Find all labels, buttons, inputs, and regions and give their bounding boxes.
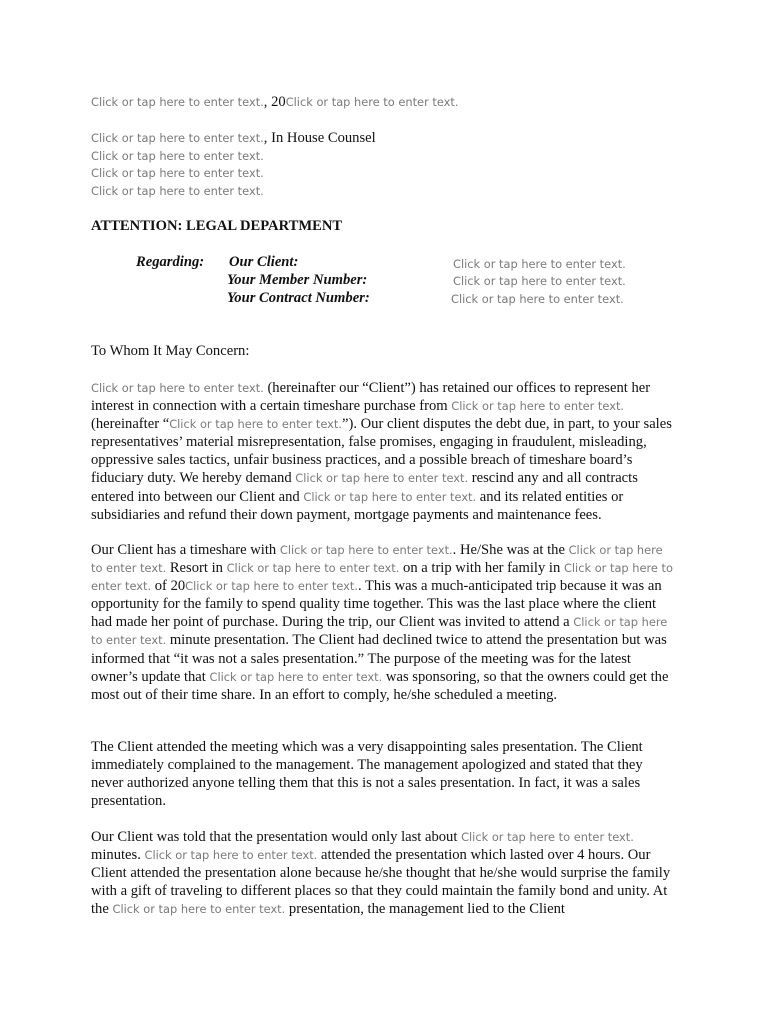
p2-text-4: on a trip with her family in (399, 560, 564, 577)
field-contract-number-label: Your Contract Number: (227, 290, 370, 306)
paragraph-2 (91, 541, 677, 704)
year-placeholder[interactable]: Click or tap here to enter text. (285, 95, 459, 109)
p1-text-1: (hereinafter our “Client”) has retained our offices to represent her interest in connection with a certain timeshare purchase from (91, 380, 651, 415)
attention-heading: ATTENTION: LEGAL DEPARTMENT (91, 218, 343, 234)
field-our-client-label: Our Client: (229, 254, 299, 270)
trip-year-placeholder[interactable]: Click or tap here to enter text. (185, 579, 358, 594)
p4-text-1: Our Client was told that the presentation would only last about (91, 829, 462, 845)
p4-text-4: presentation, the management lied to the Client (285, 901, 565, 918)
p1-text-3: ”). Our client disputes the debt due, in part, to your sales representatives’ material misrepresentation, false promises, engaging in fraudulent, misleading, oppressive sales tactics, unfair business practices, and a possible breach of timeshare board’s fiduciary duty. We hereby demand (91, 416, 672, 487)
paragraph-4 (91, 828, 677, 918)
timeshare-company-placeholder[interactable]: Click or tap here to enter text. (451, 399, 625, 414)
client-name-placeholder[interactable]: Click or tap here to enter text. (91, 381, 264, 395)
sponsor-placeholder[interactable]: Click or tap here to enter text. (209, 669, 383, 684)
resort-location-placeholder[interactable]: Click or tap here to enter text. (226, 561, 400, 576)
p2-text-5: of 20 (151, 578, 186, 595)
p2-text-6: . This was a much-anticipated trip because it was an opportunity for the family to spend quality time together. This was the last place where the client had made her point of purchase. During the trip, our Client was invited to attend a (91, 578, 662, 631)
p2-text-7: minute presentation. The Client had declined twice to attend the presentation but was informed that “it was not a sales presentation.” The purpose of the meeting was for the latest owner’s update that (91, 632, 667, 685)
recipient-company-placeholder[interactable]: Click or tap here to enter text. (91, 149, 264, 163)
recipient-address-placeholder[interactable]: Click or tap here to enter text. (91, 166, 264, 180)
p2-text-2: . He/She was at the (452, 542, 569, 558)
timeshare-with-placeholder[interactable]: Click or tap here to enter text. (279, 543, 453, 557)
field-member-number-label: Your Member Number: (227, 272, 368, 288)
presentation-name-placeholder[interactable]: Click or tap here to enter text. (112, 902, 286, 917)
regarding-label: Regarding: (136, 254, 205, 270)
date-placeholder[interactable]: Click or tap here to enter text. (91, 95, 264, 109)
p1-text-5: and its related entities or subsidiaries and refund their down payment, mortgage payments and maintenance fees. (91, 488, 624, 523)
recipient-company-line (91, 148, 264, 165)
expected-duration-placeholder[interactable]: Click or tap here to enter text. (461, 830, 634, 844)
resort-name-placeholder[interactable]: Click or tap here to enter text. (91, 543, 663, 576)
trip-month-placeholder[interactable]: Click or tap here to enter text. (91, 561, 673, 594)
contract-party-placeholder[interactable]: Click or tap here to enter text. (303, 489, 477, 504)
p1-text-4: rescind any and all contracts entered into between our Client and (91, 470, 638, 505)
our-client-placeholder[interactable]: Click or tap here to enter text. (453, 257, 626, 271)
demand-party-placeholder[interactable]: Click or tap here to enter text. (295, 471, 469, 486)
date-line (91, 94, 458, 111)
recipient-address-line (91, 165, 264, 182)
member-number-placeholder[interactable]: Click or tap here to enter text. (453, 274, 626, 288)
salutation: To Whom It May Concern: (91, 343, 250, 359)
attendee-name-placeholder[interactable]: Click or tap here to enter text. (144, 848, 318, 863)
contract-number-placeholder[interactable]: Click or tap here to enter text. (451, 292, 624, 306)
paragraph-3 (91, 738, 677, 810)
recipient-name-placeholder[interactable]: Click or tap here to enter text. (91, 131, 264, 145)
recipient-city-placeholder[interactable]: Click or tap here to enter text. (91, 184, 264, 198)
recipient-name-line (91, 130, 376, 147)
presentation-minutes-placeholder[interactable]: Click or tap here to enter text. (91, 615, 668, 648)
p2-text-1: Our Client has a timeshare with (91, 542, 280, 558)
p4-text-3: attended the presentation which lasted over 4 hours. Our Client attended the presentation alone because he/she thought that he/she would surprise the family with a gift of traveling to different places so that they could maintain the family bond and unity. At the (91, 847, 671, 918)
p3-text: The Client attended the meeting which was a very disappointing sales presentation. The Client immediately complained to the management. The management apologized and stated that they never authorized anyone telling them that this is not a sales presentation. In fact, it was a sales presentation. (91, 739, 643, 810)
date-separator: , 20 (263, 94, 286, 110)
company-short-name-placeholder[interactable]: Click or tap here to enter text. (169, 417, 342, 432)
p4-text-2: minutes. (91, 847, 145, 864)
recipient-city-line (91, 183, 264, 200)
paragraph-1 (91, 379, 677, 524)
p1-text-2: (hereinafter “ (91, 416, 170, 433)
p2-text-8: was sponsoring, so that the owners could get the most out of their time share. In an effort to comply, he/she scheduled a meeting. (91, 668, 669, 703)
recipient-title: , In House Counsel (263, 130, 376, 146)
p2-text-3: Resort in (166, 560, 227, 577)
